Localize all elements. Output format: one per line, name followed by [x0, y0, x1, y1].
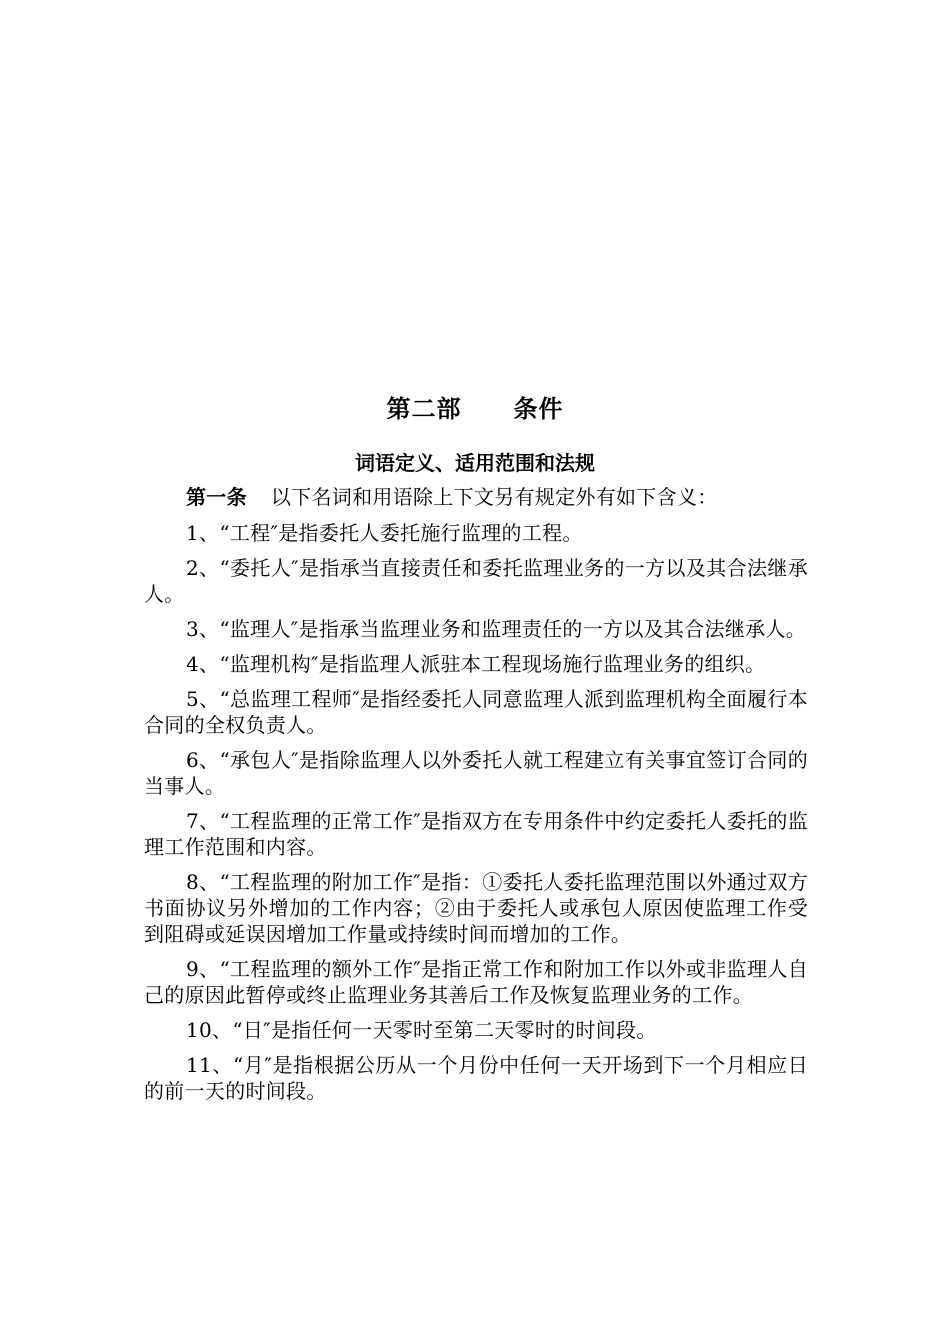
- definition-6: 6、“承包人″是指除监理人以外委托人就工程建立有关事宜签订合同的当事人。: [144, 748, 808, 798]
- article-text: 以下名词和用语除上下文另有规定外有如下含义：: [270, 485, 718, 509]
- article-label: 第一条: [186, 485, 247, 509]
- definition-10: 10、“日″是指任何一天零时至第二天零时的时间段。: [186, 1018, 657, 1042]
- section-title: 词语定义、适用范围和法规: [355, 451, 595, 475]
- definition-1: 1、“工程″是指委托人委托施行监理的工程。: [186, 521, 583, 545]
- definition-2: 2、“委托人″是指承当直接责任和委托监理业务的一方以及其合法继承人。: [144, 556, 808, 606]
- definition-7: 7、“工程监理的正常工作″是指双方在专用条件中约定委托人委托的监理工作范围和内容。: [144, 809, 808, 859]
- part-title: [0, 392, 950, 426]
- part-title-left: 第二部: [386, 395, 462, 423]
- definition-5: 5、“总监理工程师″是指经委托人同意监理人派到监理机构全面履行本合同的全权负责人。: [144, 687, 808, 737]
- definition-11: 11、“月″是指根据公历从一个月份中任何一天开场到下一个月相应日的前一天的时间段。: [144, 1053, 808, 1103]
- definition-4: 4、“监理机构″是指监理人派驻本工程现场施行监理业务的组织。: [186, 652, 766, 676]
- definition-3: 3、“监理人″是指承当监理业务和监理责任的一方以及其合法继承人。: [186, 617, 807, 641]
- definition-8: 8、“工程监理的附加工作″是指：①委托人委托监理范围以外通过双方书面协议另外增加的工作内容；②由于委托人或承包人原因使监理工作受到阻碍或延误因增加工作量或持续时间而增加的工作。: [144, 870, 808, 946]
- document-body: [144, 484, 808, 1113]
- definition-9: 9、“工程监理的额外工作″是指正常工作和附加工作以外或非监理人自己的原因此暂停或终止监理业务其善后工作及恢复监理业务的工作。: [144, 957, 808, 1007]
- part-title-right: 条件: [513, 395, 564, 423]
- article-paragraph: [144, 484, 808, 510]
